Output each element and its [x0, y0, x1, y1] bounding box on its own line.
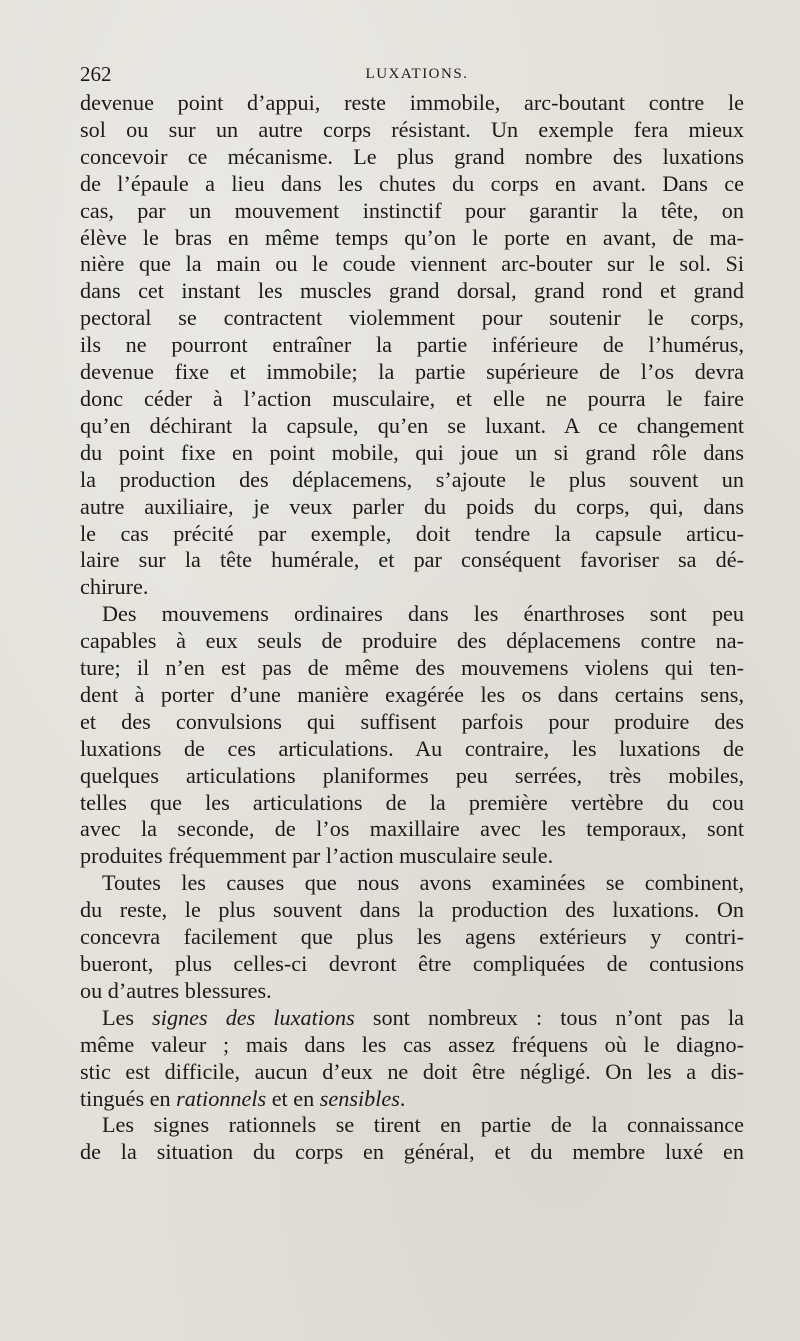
text-line — [80, 171, 744, 198]
text-line — [80, 225, 744, 252]
text-line — [80, 897, 744, 924]
text-segment: dans cet instant les muscles grand dorsal, grand rond et grand — [80, 278, 744, 304]
text-line — [80, 278, 744, 305]
text-line — [80, 521, 744, 548]
text-line — [80, 1059, 744, 1086]
text-segment: stic est difficile, aucun d’eux ne doit être négligé. On les a dis- — [80, 1058, 744, 1084]
text-segment: tingués en — [80, 1085, 177, 1111]
text-segment: nière que la main ou le coude viennent arc-bouter sur le sol. Si — [80, 251, 744, 277]
text-segment: concevra facilement que plus les agens extérieurs y contri- — [80, 924, 744, 950]
italic-text: signes des luxations — [152, 1004, 355, 1030]
text-segment: qu’en déchirant la capsule, qu’en se luxant. A ce changement — [80, 412, 744, 438]
paragraph — [80, 1112, 744, 1166]
text-segment: capables à eux seuls de produire des déplacemens contre na- — [80, 628, 744, 654]
text-segment: élève le bras en même temps qu’on le porte en avant, de ma- — [80, 224, 744, 250]
page-number: 262 — [80, 62, 112, 86]
text-line — [80, 305, 744, 332]
text-segment: avec la seconde, de l’os maxillaire avec les temporaux, sont — [80, 816, 744, 842]
text-segment: dent à porter d’une manière exagérée les os dans certains sens, — [80, 681, 744, 707]
paragraph — [80, 601, 744, 870]
text-line — [80, 682, 744, 709]
text-line — [80, 547, 744, 574]
text-line — [80, 601, 744, 628]
running-head — [80, 60, 744, 88]
text-line — [80, 709, 744, 736]
text-segment: laire sur la tête humérale, et par conséquent favoriser sa dé- — [80, 547, 744, 573]
text-segment: donc céder à l’action musculaire, et elle ne pourra le faire — [80, 385, 744, 411]
text-line — [80, 117, 744, 144]
text-line — [80, 655, 744, 682]
text-line — [80, 413, 744, 440]
text-segment: luxations de ces articulations. Au contraire, les luxations de — [80, 735, 744, 761]
text-segment: de la situation du corps en général, et du membre luxé en — [80, 1139, 744, 1165]
text-segment: et des convulsions qui suffisent parfois pour produire des — [80, 708, 744, 734]
text-segment: Les — [102, 1004, 153, 1030]
text-line — [80, 144, 744, 171]
text-segment: bueront, plus celles-ci devront être compliquées de contusions — [80, 951, 744, 976]
paragraph — [80, 90, 744, 601]
text-line — [80, 978, 744, 1005]
text-line — [80, 359, 744, 386]
text-line — [80, 574, 744, 601]
paragraph — [80, 1005, 744, 1113]
text-line — [80, 1139, 744, 1166]
text-segment: . — [399, 1085, 406, 1111]
text-line — [80, 628, 744, 655]
text-line — [80, 951, 744, 978]
text-segment: devenue fixe et immobile; la partie supérieure de l’os devra — [80, 359, 744, 385]
text-line — [80, 843, 744, 870]
text-segment: ils ne pourront entraîner la partie inférieure de l’humérus, — [80, 332, 744, 358]
text-segment: Toutes les causes que nous avons examinées se combinent, — [102, 870, 744, 896]
text-line — [80, 763, 744, 790]
text-line — [80, 440, 744, 467]
italic-text: sensibles — [319, 1085, 400, 1111]
text-line — [80, 1032, 744, 1059]
text-segment: telles que les articulations de la première vertèbre du cou — [80, 789, 744, 815]
text-segment: ou d’autres blessures. — [80, 977, 272, 1003]
text-segment: chirure. — [80, 574, 149, 600]
text-segment: quelques articulations planiformes peu serrées, très mobiles, — [80, 762, 744, 788]
text-line — [80, 332, 744, 359]
text-line — [80, 816, 744, 843]
text-segment: du point fixe en point mobile, qui joue un si grand rôle dans — [80, 439, 744, 465]
text-line — [80, 494, 744, 521]
italic-text: rationnels — [176, 1085, 267, 1111]
text-segment: Les signes rationnels se tirent en partie de la connaissance — [102, 1112, 744, 1138]
text-segment: devenue point d’appui, reste immobile, arc-boutant contre le — [80, 90, 744, 115]
text-segment: de l’épaule a lieu dans les chutes du corps en avant. Dans ce — [80, 170, 744, 196]
text-line — [80, 198, 744, 225]
text-line — [80, 924, 744, 951]
text-segment: autre auxiliaire, je veux parler du poids du corps, qui, dans — [80, 493, 744, 519]
text-segment: ture; il n’en est pas de même des mouvemens violens qui ten- — [80, 655, 744, 681]
text-segment: Des mouvemens ordinaires dans les énarthroses sont peu — [102, 601, 744, 627]
text-segment: sont nombreux : tous n’ont pas la — [354, 1004, 744, 1030]
text-line — [80, 467, 744, 494]
text-segment: même valeur ; mais dans les cas assez fréquens où le diagno- — [80, 1031, 744, 1057]
text-line — [80, 1086, 744, 1113]
paragraph — [80, 870, 744, 1005]
text-line — [80, 251, 744, 278]
text-line — [80, 736, 744, 763]
text-segment: la production des déplacemens, s’ajoute le plus souvent un — [80, 466, 744, 492]
text-line — [80, 386, 744, 413]
text-segment: le cas précité par exemple, doit tendre la capsule articu- — [80, 520, 744, 546]
text-segment: concevoir ce mécanisme. Le plus grand nombre des luxations — [80, 143, 744, 169]
running-title: LUXATIONS. — [365, 66, 469, 82]
text-segment: sol ou sur un autre corps résistant. Un exemple fera mieux — [80, 116, 744, 142]
text-segment: cas, par un mouvement instinctif pour garantir la tête, on — [80, 197, 744, 223]
body-text — [80, 90, 744, 1166]
text-line — [80, 1112, 744, 1139]
text-line — [80, 1005, 744, 1032]
text-segment: pectoral se contractent violemment pour soutenir le corps, — [80, 305, 744, 331]
text-line — [80, 790, 744, 817]
text-segment: du reste, le plus souvent dans la production des luxations. On — [80, 897, 744, 923]
text-segment: produites fréquemment par l’action musculaire seule. — [80, 843, 554, 869]
text-segment: et en — [266, 1085, 320, 1111]
text-line — [80, 90, 744, 117]
text-line — [80, 870, 744, 897]
